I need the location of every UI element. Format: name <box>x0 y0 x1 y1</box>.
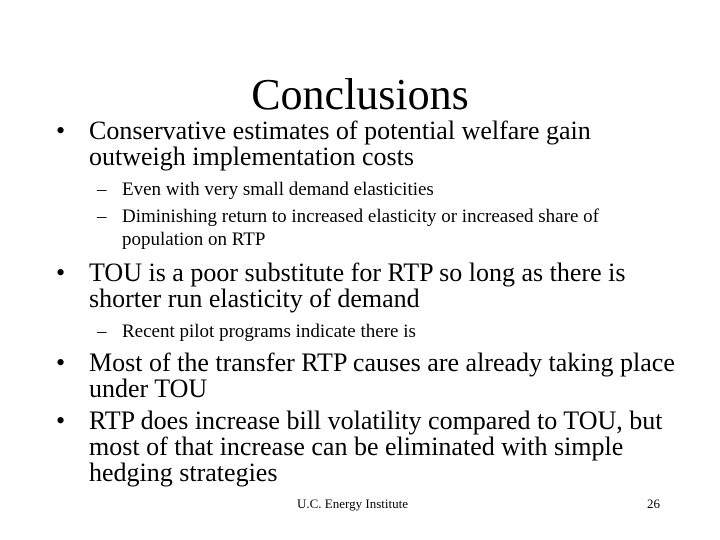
bullet-item <box>56 118 676 170</box>
slide-title: Conclusions <box>251 70 469 119</box>
bullet-text: RTP does increase bill volatility compared to TOU, but most of that increase can be eliminated with simple hedging strategies <box>89 406 663 487</box>
footer-source: U.C. Energy Institute <box>297 496 408 511</box>
bullet-marker: • <box>56 116 66 145</box>
sub-bullet-marker: – <box>97 206 107 227</box>
bullet-marker: • <box>56 348 66 377</box>
bullet-text: Most of the transfer RTP causes are already taking place under TOU <box>89 348 675 403</box>
bullet-marker: • <box>56 258 66 287</box>
sub-bullet-item <box>97 205 657 251</box>
sub-bullet-text: Diminishing return to increased elasticity or increased share of population on RTP <box>122 206 599 250</box>
bullet-item <box>56 350 676 402</box>
bullet-marker: • <box>56 406 66 435</box>
sub-bullet-marker: – <box>97 179 107 200</box>
sub-bullet-item <box>97 178 657 201</box>
sub-bullet-item <box>97 320 657 343</box>
sub-bullet-text: Even with very small demand elasticities <box>122 179 434 200</box>
sub-bullet-text: Recent pilot programs indicate there is <box>122 321 416 342</box>
bullet-text: TOU is a poor substitute for RTP so long as there is shorter run elasticity of demand <box>89 258 626 313</box>
bullet-item <box>56 260 676 312</box>
page-number: 26 <box>647 496 660 511</box>
bullet-text: Conservative estimates of potential welfare gain outweigh implementation costs <box>89 116 591 171</box>
bullet-item <box>56 408 676 486</box>
sub-bullet-marker: – <box>97 321 107 342</box>
